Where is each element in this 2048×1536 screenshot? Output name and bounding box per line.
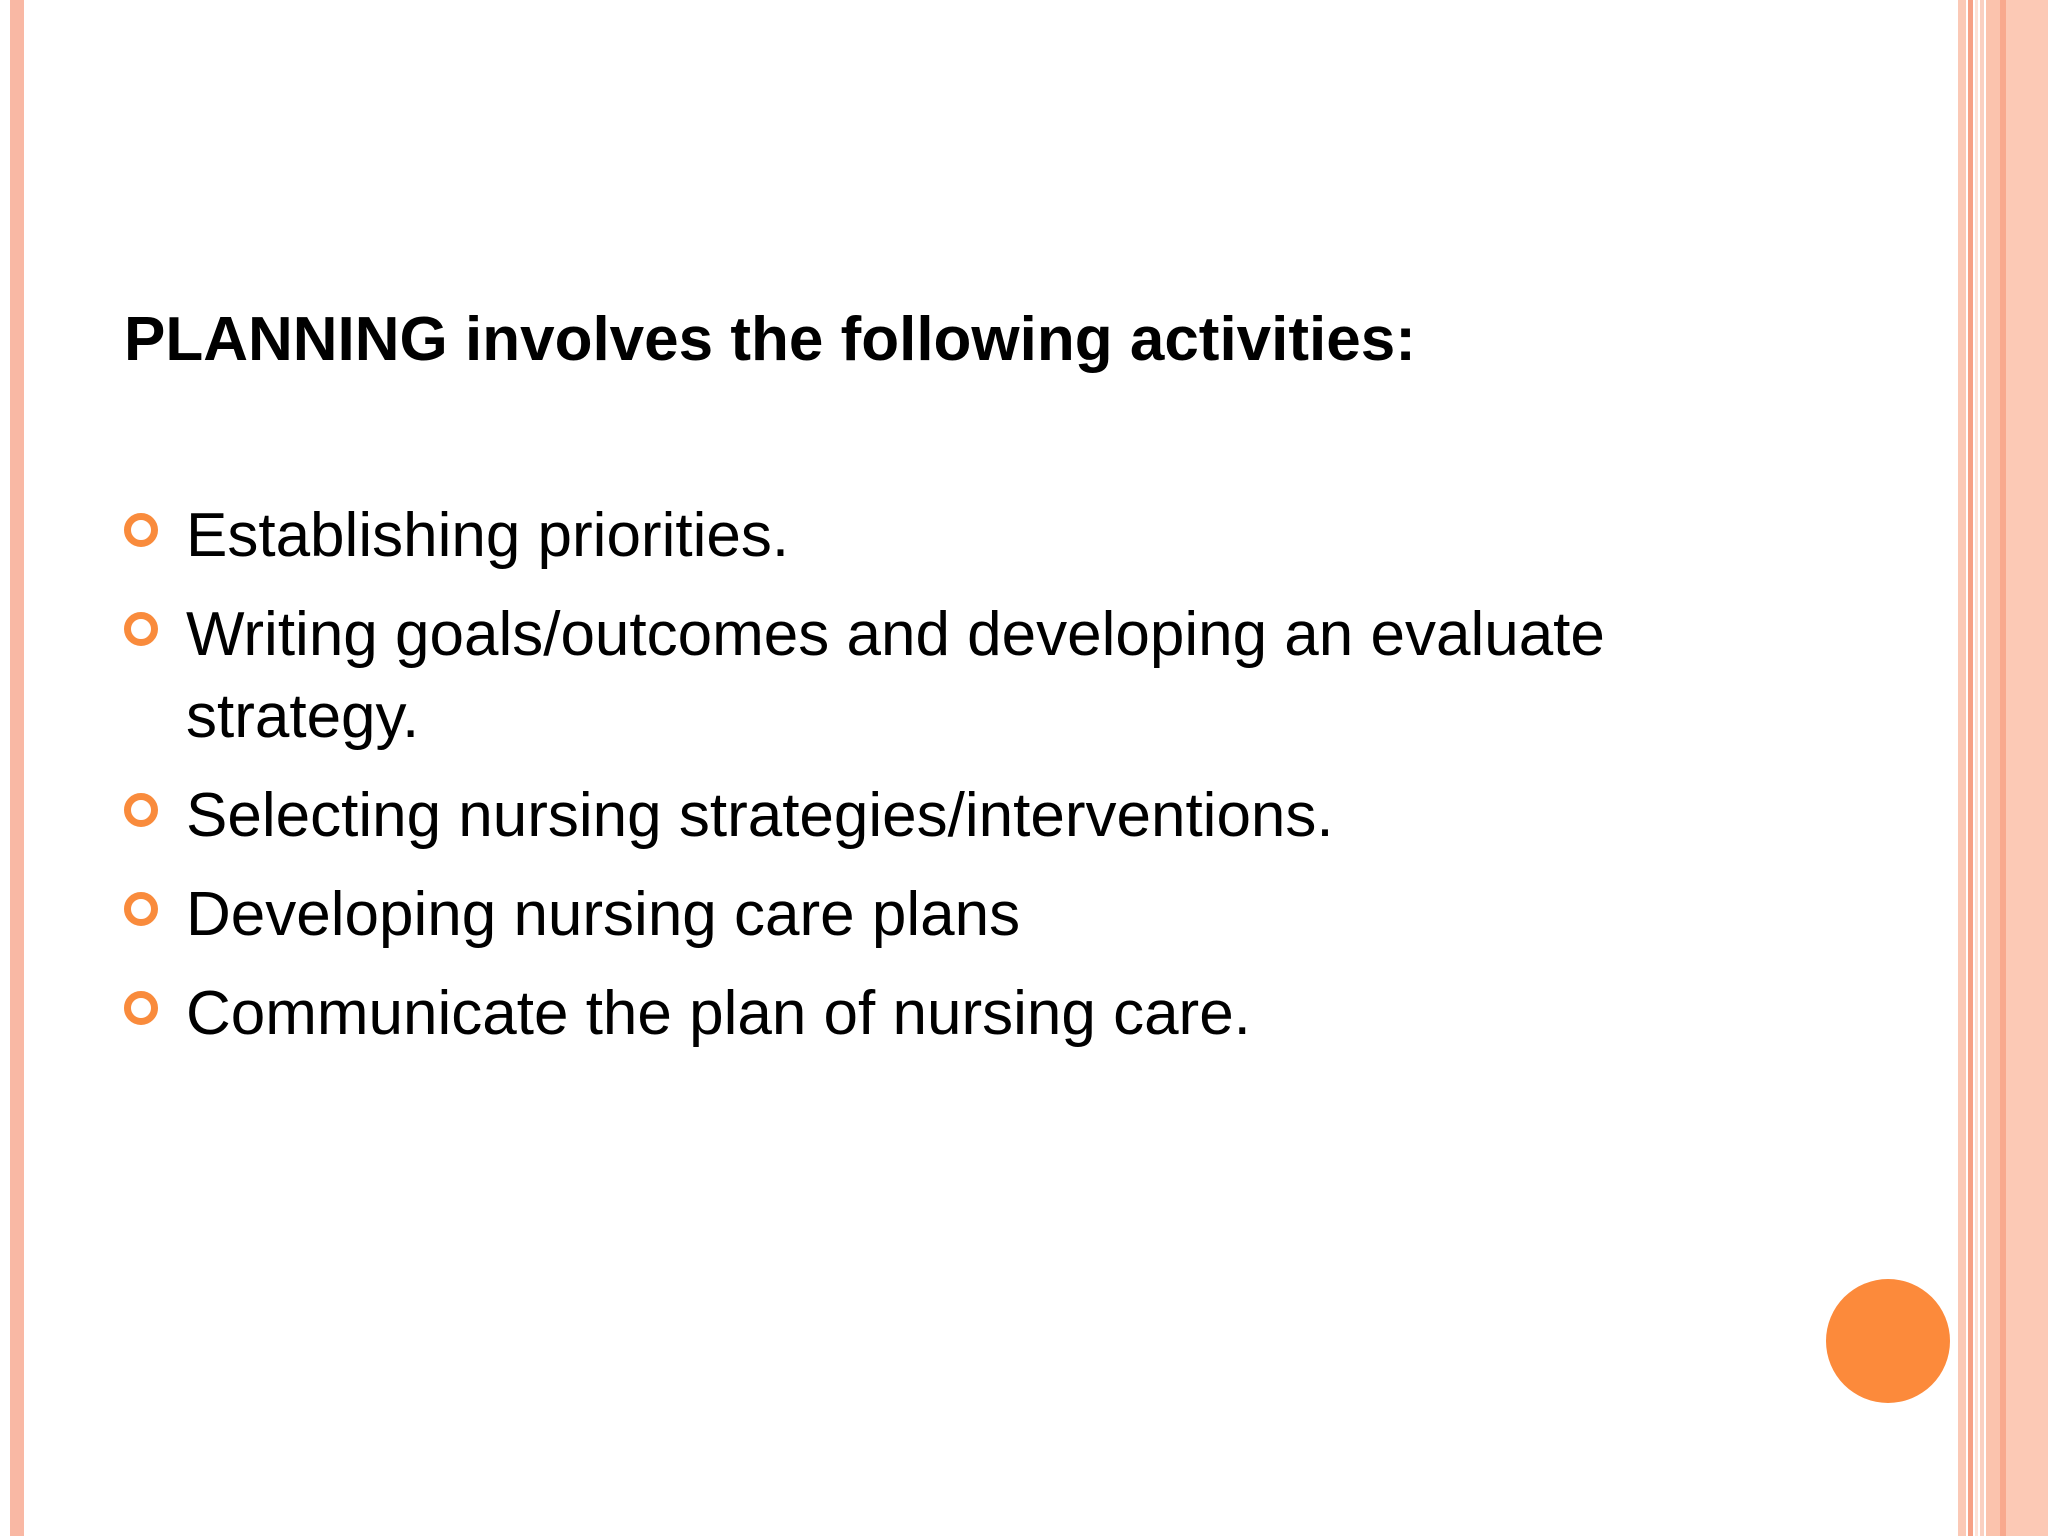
right-border-stripe <box>1975 0 1978 1536</box>
decorative-orange-circle <box>1826 1279 1950 1403</box>
right-border-stripe <box>1968 0 1973 1536</box>
ring-bullet-icon <box>124 892 158 926</box>
list-item <box>124 495 1824 577</box>
bullet-list <box>124 495 1824 1072</box>
list-item <box>124 874 1824 956</box>
bullet-text: Developing nursing care plans <box>186 880 1021 949</box>
list-item <box>124 775 1824 857</box>
slide-title: PLANNING involves the following activities: <box>124 305 1416 374</box>
bullet-text: Establishing priorities. <box>186 501 790 570</box>
left-border-stripe <box>10 0 24 1536</box>
list-item <box>124 973 1824 1055</box>
ring-bullet-icon <box>124 793 158 827</box>
right-border-stripe <box>1986 0 2000 1536</box>
bullet-text: Writing goals/outcomes and developing an evaluate strategy. <box>186 600 1605 751</box>
ring-bullet-icon <box>124 612 158 646</box>
ring-bullet-icon <box>124 513 158 547</box>
right-border-stripe <box>2006 0 2048 1536</box>
bullet-text: Selecting nursing strategies/interventions. <box>186 781 1334 850</box>
ring-bullet-icon <box>124 991 158 1025</box>
list-item <box>124 594 1824 758</box>
right-border-stripe <box>1980 0 1984 1536</box>
right-border-stripe <box>1958 0 1966 1536</box>
bullet-text: Communicate the plan of nursing care. <box>186 979 1251 1048</box>
